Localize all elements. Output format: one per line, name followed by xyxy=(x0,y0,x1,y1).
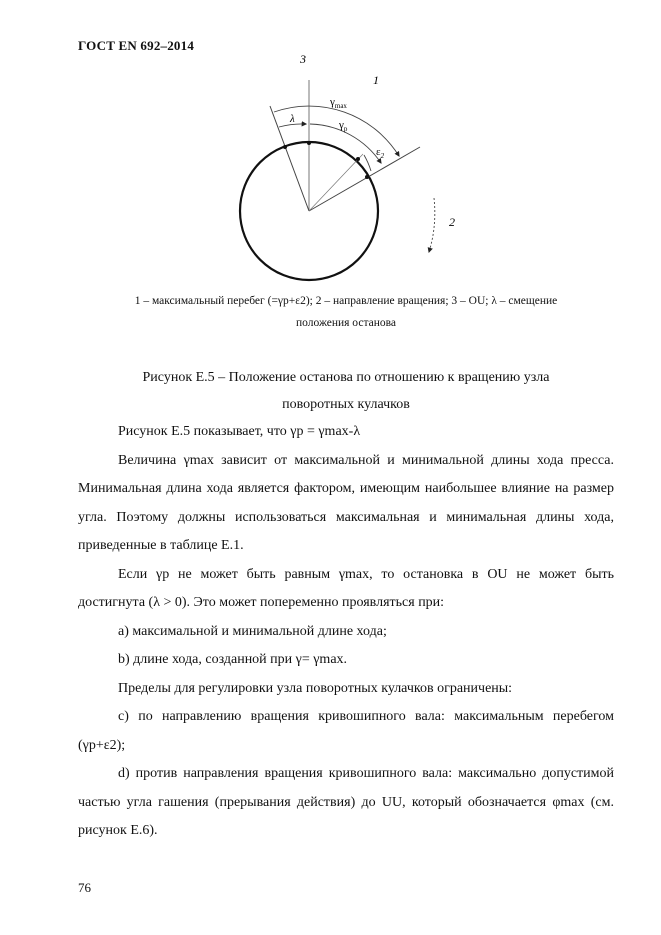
paragraph-5: b) длине хода, созданной при γ= γmax. xyxy=(118,652,348,667)
gamma-p-point xyxy=(356,157,360,161)
ou-point xyxy=(307,141,311,145)
label-lambda: λ xyxy=(290,113,295,125)
label-gamma-max: $\gamma_{max}$ xyxy=(330,96,347,110)
paragraph-4: a) максимальной и минимальной длине хода; xyxy=(118,623,387,639)
caption-line-2: поворотных кулачков xyxy=(282,397,410,412)
label-1: 1 xyxy=(373,73,379,87)
legend-line-1: 1 – максимальный перебег (=γp+ε2); 2 – направление вращения; 3 – OU; λ – смещение xyxy=(134,295,558,307)
body-text xyxy=(78,418,614,846)
figure-legend xyxy=(78,290,614,334)
stop-point xyxy=(365,175,369,179)
caption-line-1: Рисунок Е.5 – Положение останова по отношению к вращению узла xyxy=(142,370,550,385)
rotation-arrow xyxy=(429,198,435,252)
paragraph-2: Величина γmax зависит от максимальной и минимальной длины хода пресса. Минимальная длина хода является фактором, имеющим наибольшее влияние на размер угла. Поэтому должны использоваться максимальная и минимальная длины хода, приведенные в таблице Е.1. xyxy=(78,452,614,553)
epsilon-arc xyxy=(364,155,371,171)
paragraph-3: Если γp не может быть равным γmax, то остановка в OU не может быть достигнута (λ > 0). Это может попеременно проявляться при: xyxy=(78,566,614,610)
label-2: 2 xyxy=(449,215,455,229)
paragraph-1: Рисунок Е.5 показывает, что γp = γmax-λ xyxy=(118,424,361,439)
paragraph-7: c) по направлению вращения кривошипного вала: максимальным перебегом (γp+ε2); xyxy=(78,709,614,753)
label-gamma-p: $\gamma_p$ xyxy=(339,119,348,133)
legend-line-2: положения останова xyxy=(295,317,397,329)
lambda-point xyxy=(283,145,287,149)
standard-header: ГОСТ EN 692–2014 xyxy=(78,38,195,53)
label-3: 3 xyxy=(300,52,306,66)
page-number: 76 xyxy=(78,880,91,895)
paragraph-8: d) против направления вращения кривошипного вала: максимально допустимой частью угла гашения (прерывания действия) до UU, который обозначается φmax (см. рисунок Е.6). xyxy=(78,766,614,838)
gamma-p-line xyxy=(309,154,363,211)
paragraph-6: Пределы для регулировки узла поворотных кулачков ограничены: xyxy=(118,680,513,696)
label-epsilon: $\varepsilon_2$ xyxy=(376,146,385,160)
figure-caption xyxy=(78,364,614,418)
stop-position-figure xyxy=(0,0,661,290)
